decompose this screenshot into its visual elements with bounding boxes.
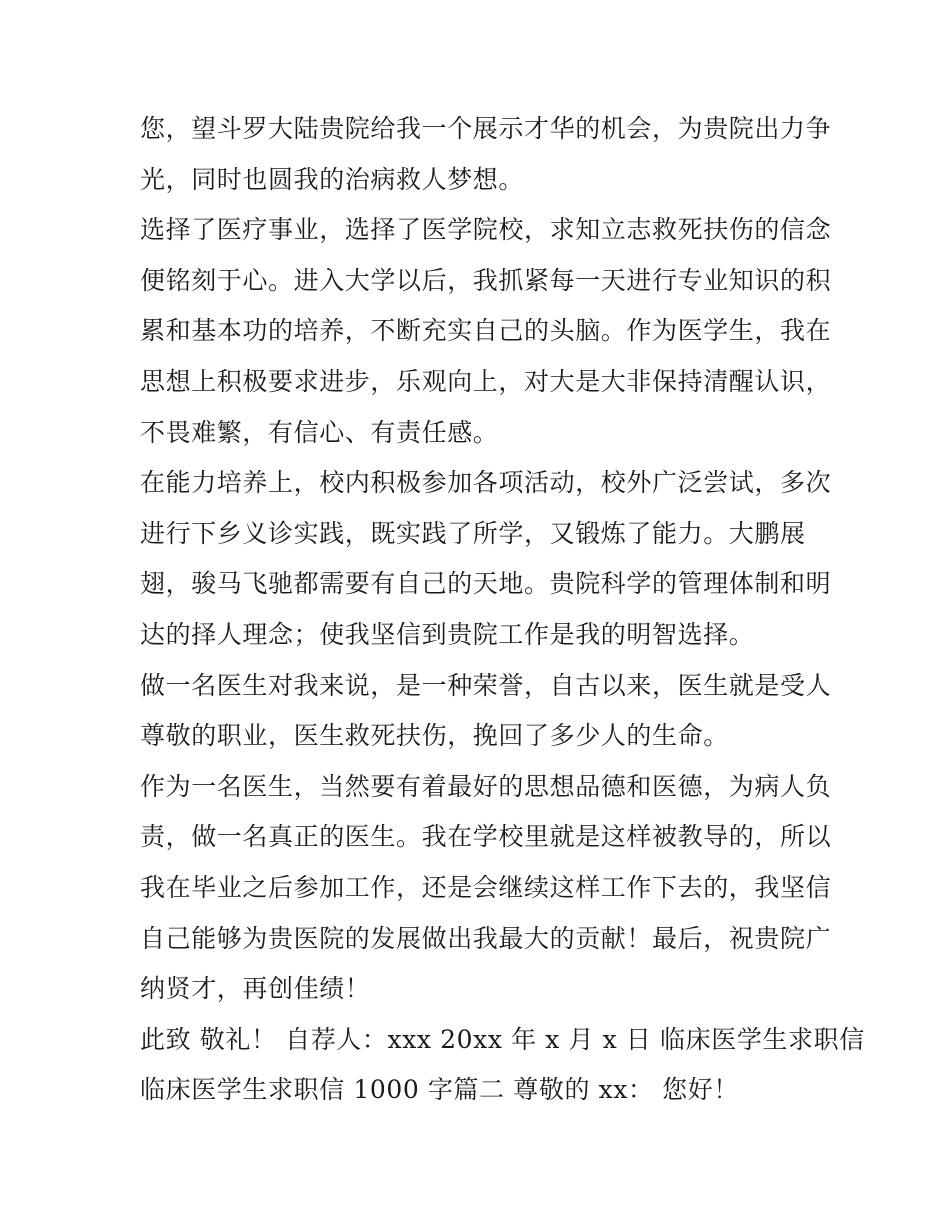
text-line: 纳贤才，再创佳绩！ xyxy=(140,974,371,1004)
text-line: 自己能够为贵医院的发展做出我最大的贡献！最后，祝贵院广 xyxy=(140,923,832,953)
text-line: 光，同时也圆我的治病救人梦想。 xyxy=(140,164,525,194)
text-line: 不畏难繁，有信心、有责任感。 xyxy=(140,417,499,447)
letter-body xyxy=(140,104,865,1116)
text-line: 我在毕业之后参加工作，还是会继续这样工作下去的，我坚信 xyxy=(140,872,832,902)
text-line: 累和基本功的培养，不断充实自己的头脑。作为医学生，我在 xyxy=(140,316,832,346)
text-line: 便铭刻于心。进入大学以后，我抓紧每一天进行专业知识的积 xyxy=(140,265,832,295)
next-letter-heading-line: 临床医学生求职信 1000 字篇二 尊敬的 xx： 您好！ xyxy=(140,1075,739,1105)
text-line: 作为一名医生，当然要有着最好的思想品德和医德，为病人负 xyxy=(140,771,832,801)
text-line: 尊敬的职业，医生救死扶伤，挽回了多少人的生命。 xyxy=(140,721,729,751)
text-line: 做一名医生对我来说，是一种荣誉，自古以来，医生就是受人 xyxy=(140,670,832,700)
text-line: 达的择人理念；使我坚信到贵院工作是我的明智选择。 xyxy=(140,619,755,649)
text-line: 翅，骏马飞驰都需要有自己的天地。贵院科学的管理体制和明 xyxy=(140,569,832,599)
text-line: 思想上积极要求进步，乐观向上，对大是大非保持清醒认识， xyxy=(140,366,832,396)
closing-line: 此致 敬礼！ 自荐人：xxx 20xx 年 x 月 x 日 临床医学生求职信 xyxy=(140,1024,865,1054)
text-line: 选择了医疗事业，选择了医学院校，求知立志救死扶伤的信念 xyxy=(140,215,832,245)
text-line: 您，望斗罗大陆贵院给我一个展示才华的机会，为贵院出力争 xyxy=(140,114,832,143)
text-line: 在能力培养上，校内积极参加各项活动，校外广泛尝试，多次 xyxy=(140,468,832,498)
text-line: 进行下乡义诊实践，既实践了所学，又锻炼了能力。大鹏展 xyxy=(140,518,806,548)
text-line: 责，做一名真正的医生。我在学校里就是这样被教导的，所以 xyxy=(140,822,832,852)
